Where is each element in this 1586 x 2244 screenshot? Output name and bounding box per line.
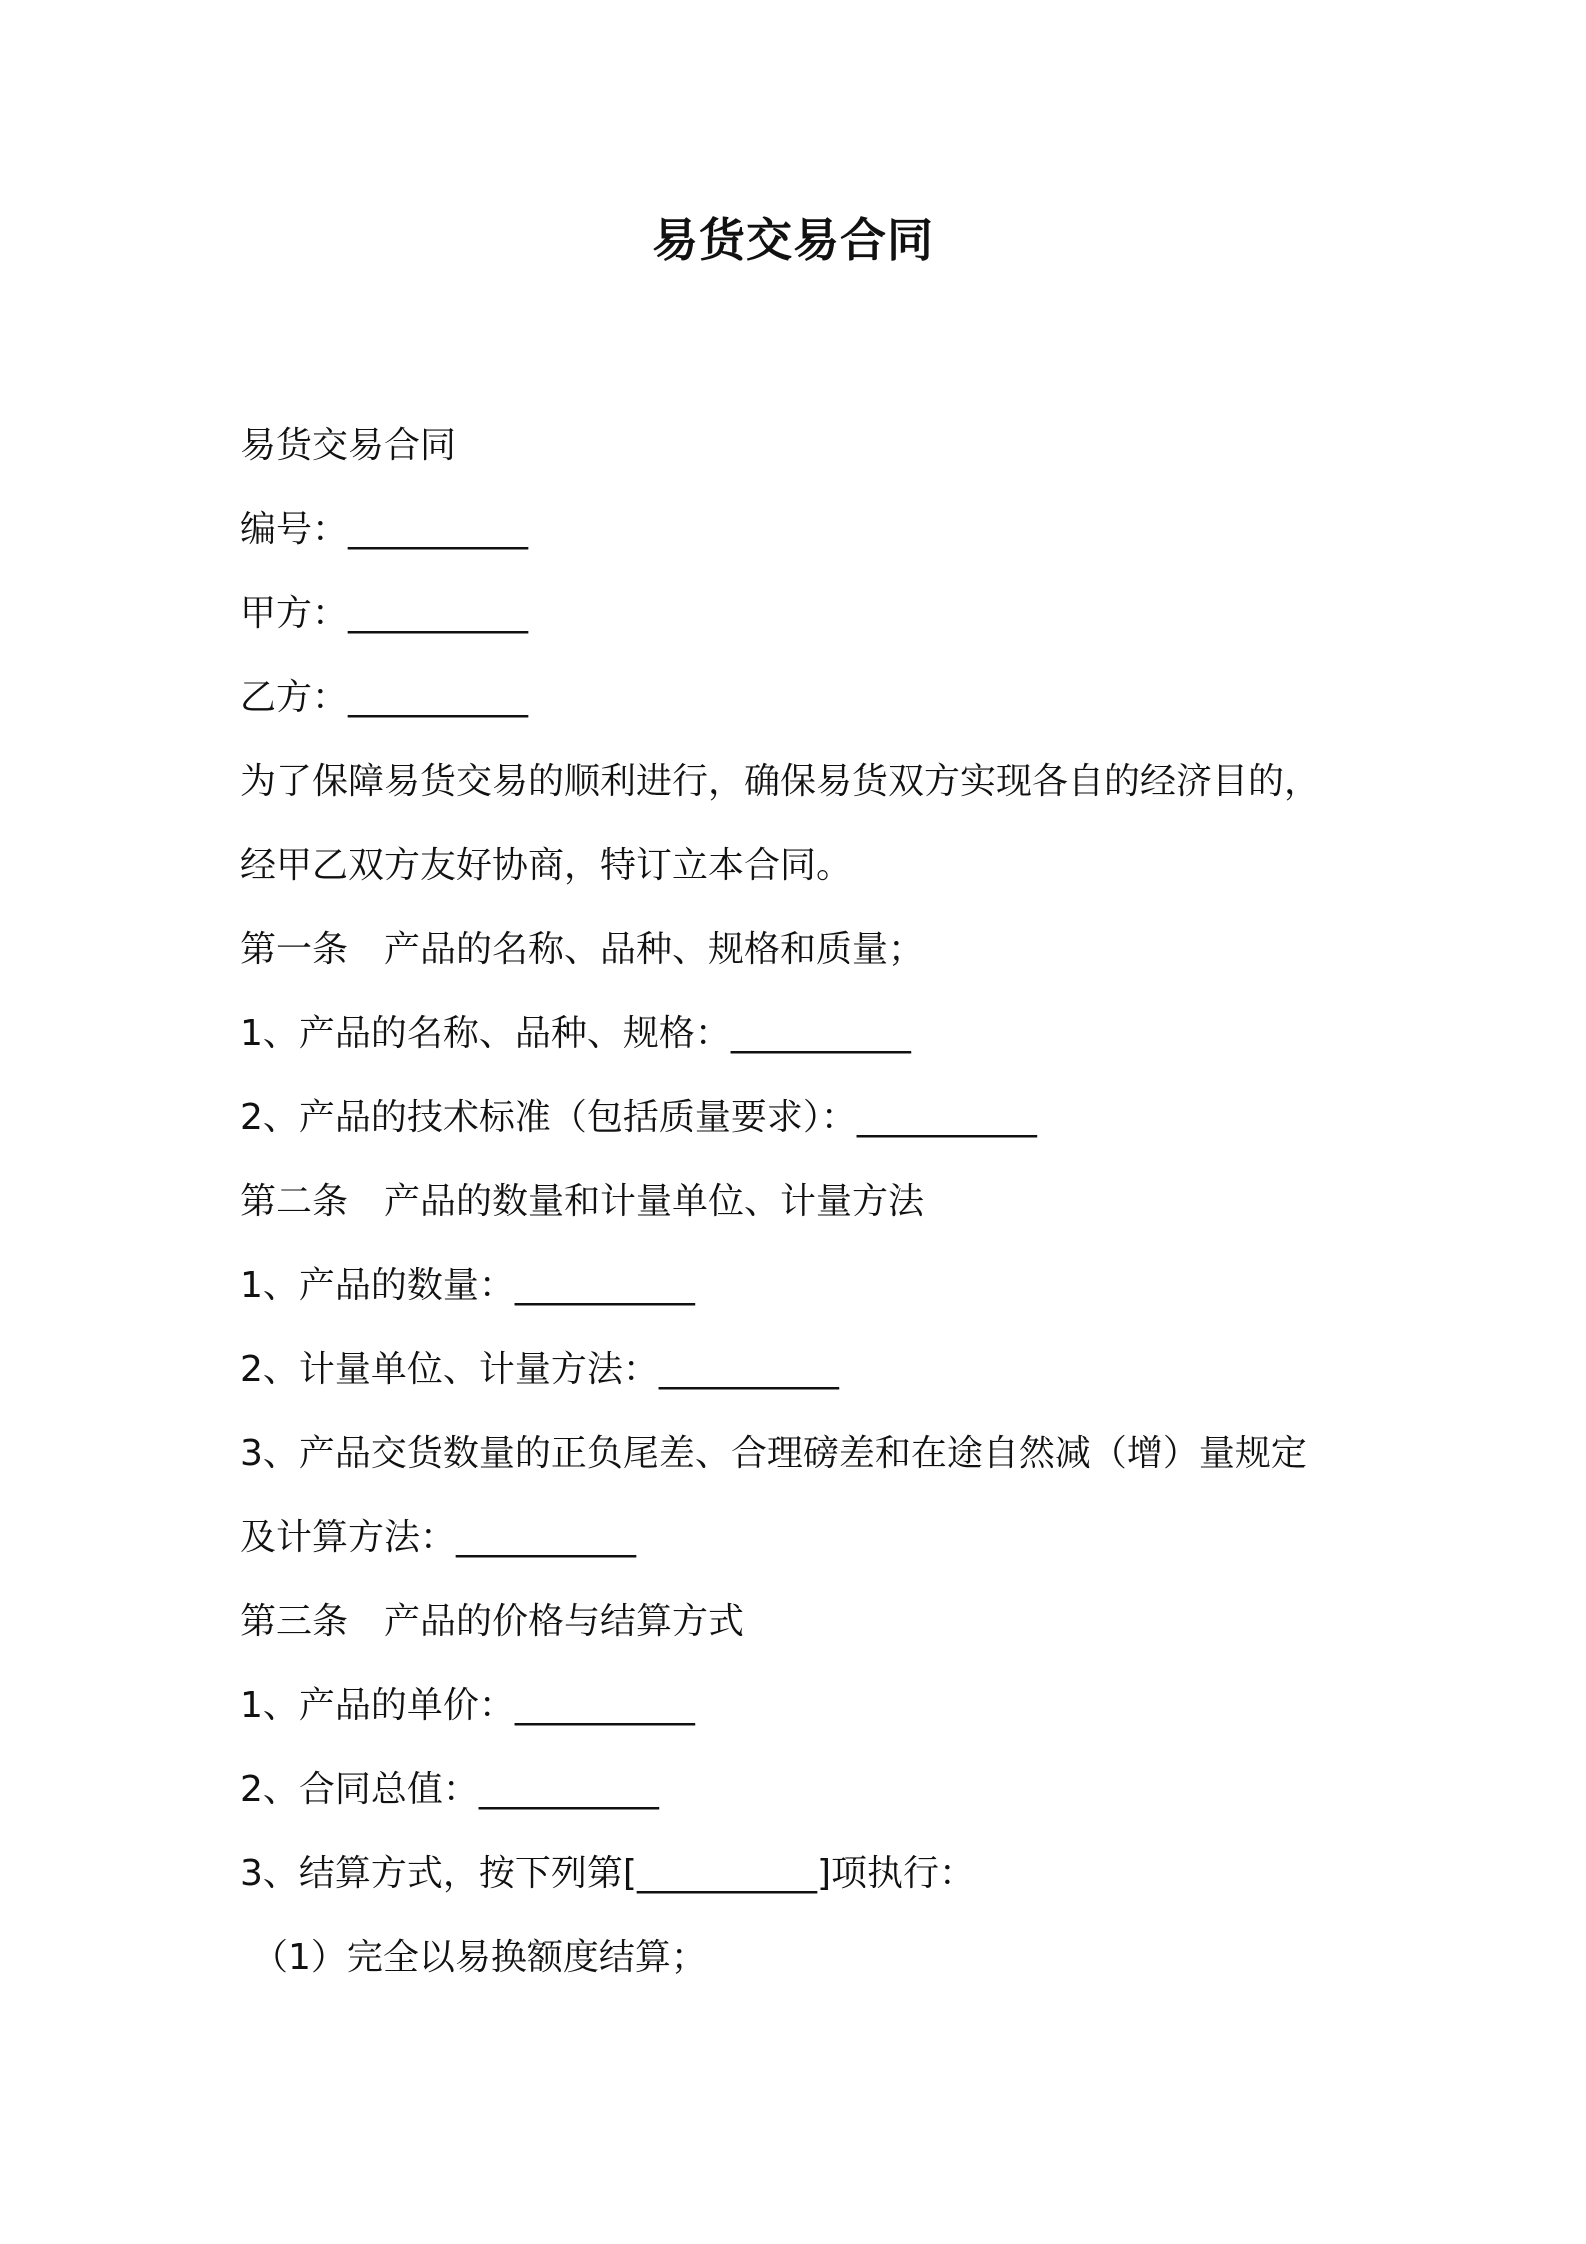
article-2-item-3-line-2: 及计算方法：__________ <box>240 1517 637 1558</box>
article-3-heading: 第三条 产品的价格与结算方式 <box>240 1601 745 1642</box>
document-title: 易货交易合同 <box>652 213 934 267</box>
article-1-item-2: 2、产品的技术标准（包括质量要求）：__________ <box>240 1097 1037 1138</box>
article-1-heading: 第一条 产品的名称、品种、规格和质量； <box>240 929 925 970</box>
article-2-heading: 第二条 产品的数量和计量单位、计量方法 <box>240 1181 925 1222</box>
preamble-line-2: 经甲乙双方友好协商，特订立本合同。 <box>240 845 853 886</box>
preamble-line-1: 为了保障易货交易的顺利进行，确保易货双方实现各自的经济目的， <box>240 761 1321 802</box>
party-b-field: 乙方：__________ <box>240 677 529 718</box>
article-2-item-2: 2、计量单位、计量方法：__________ <box>240 1349 839 1390</box>
party-a-field: 甲方：__________ <box>240 593 529 634</box>
subtitle-line: 易货交易合同 <box>240 425 457 466</box>
document-body <box>240 404 1370 2000</box>
article-3-item-2: 2、合同总值：__________ <box>240 1769 659 1810</box>
article-2-item-3-line-1: 3、产品交货数量的正负尾差、合理磅差和在途自然减（增）量规定 <box>240 1433 1307 1474</box>
settlement-option-1: （1）完全以易换额度结算； <box>252 1937 707 1978</box>
article-1-item-1: 1、产品的名称、品种、规格：__________ <box>240 1013 911 1054</box>
article-3-item-1: 1、产品的单价：__________ <box>240 1685 695 1726</box>
article-2-item-1: 1、产品的数量：__________ <box>240 1265 695 1306</box>
article-3-item-3: 3、结算方式，按下列第[__________]项执行： <box>240 1853 975 1894</box>
contract-number-field: 编号：__________ <box>240 509 529 550</box>
